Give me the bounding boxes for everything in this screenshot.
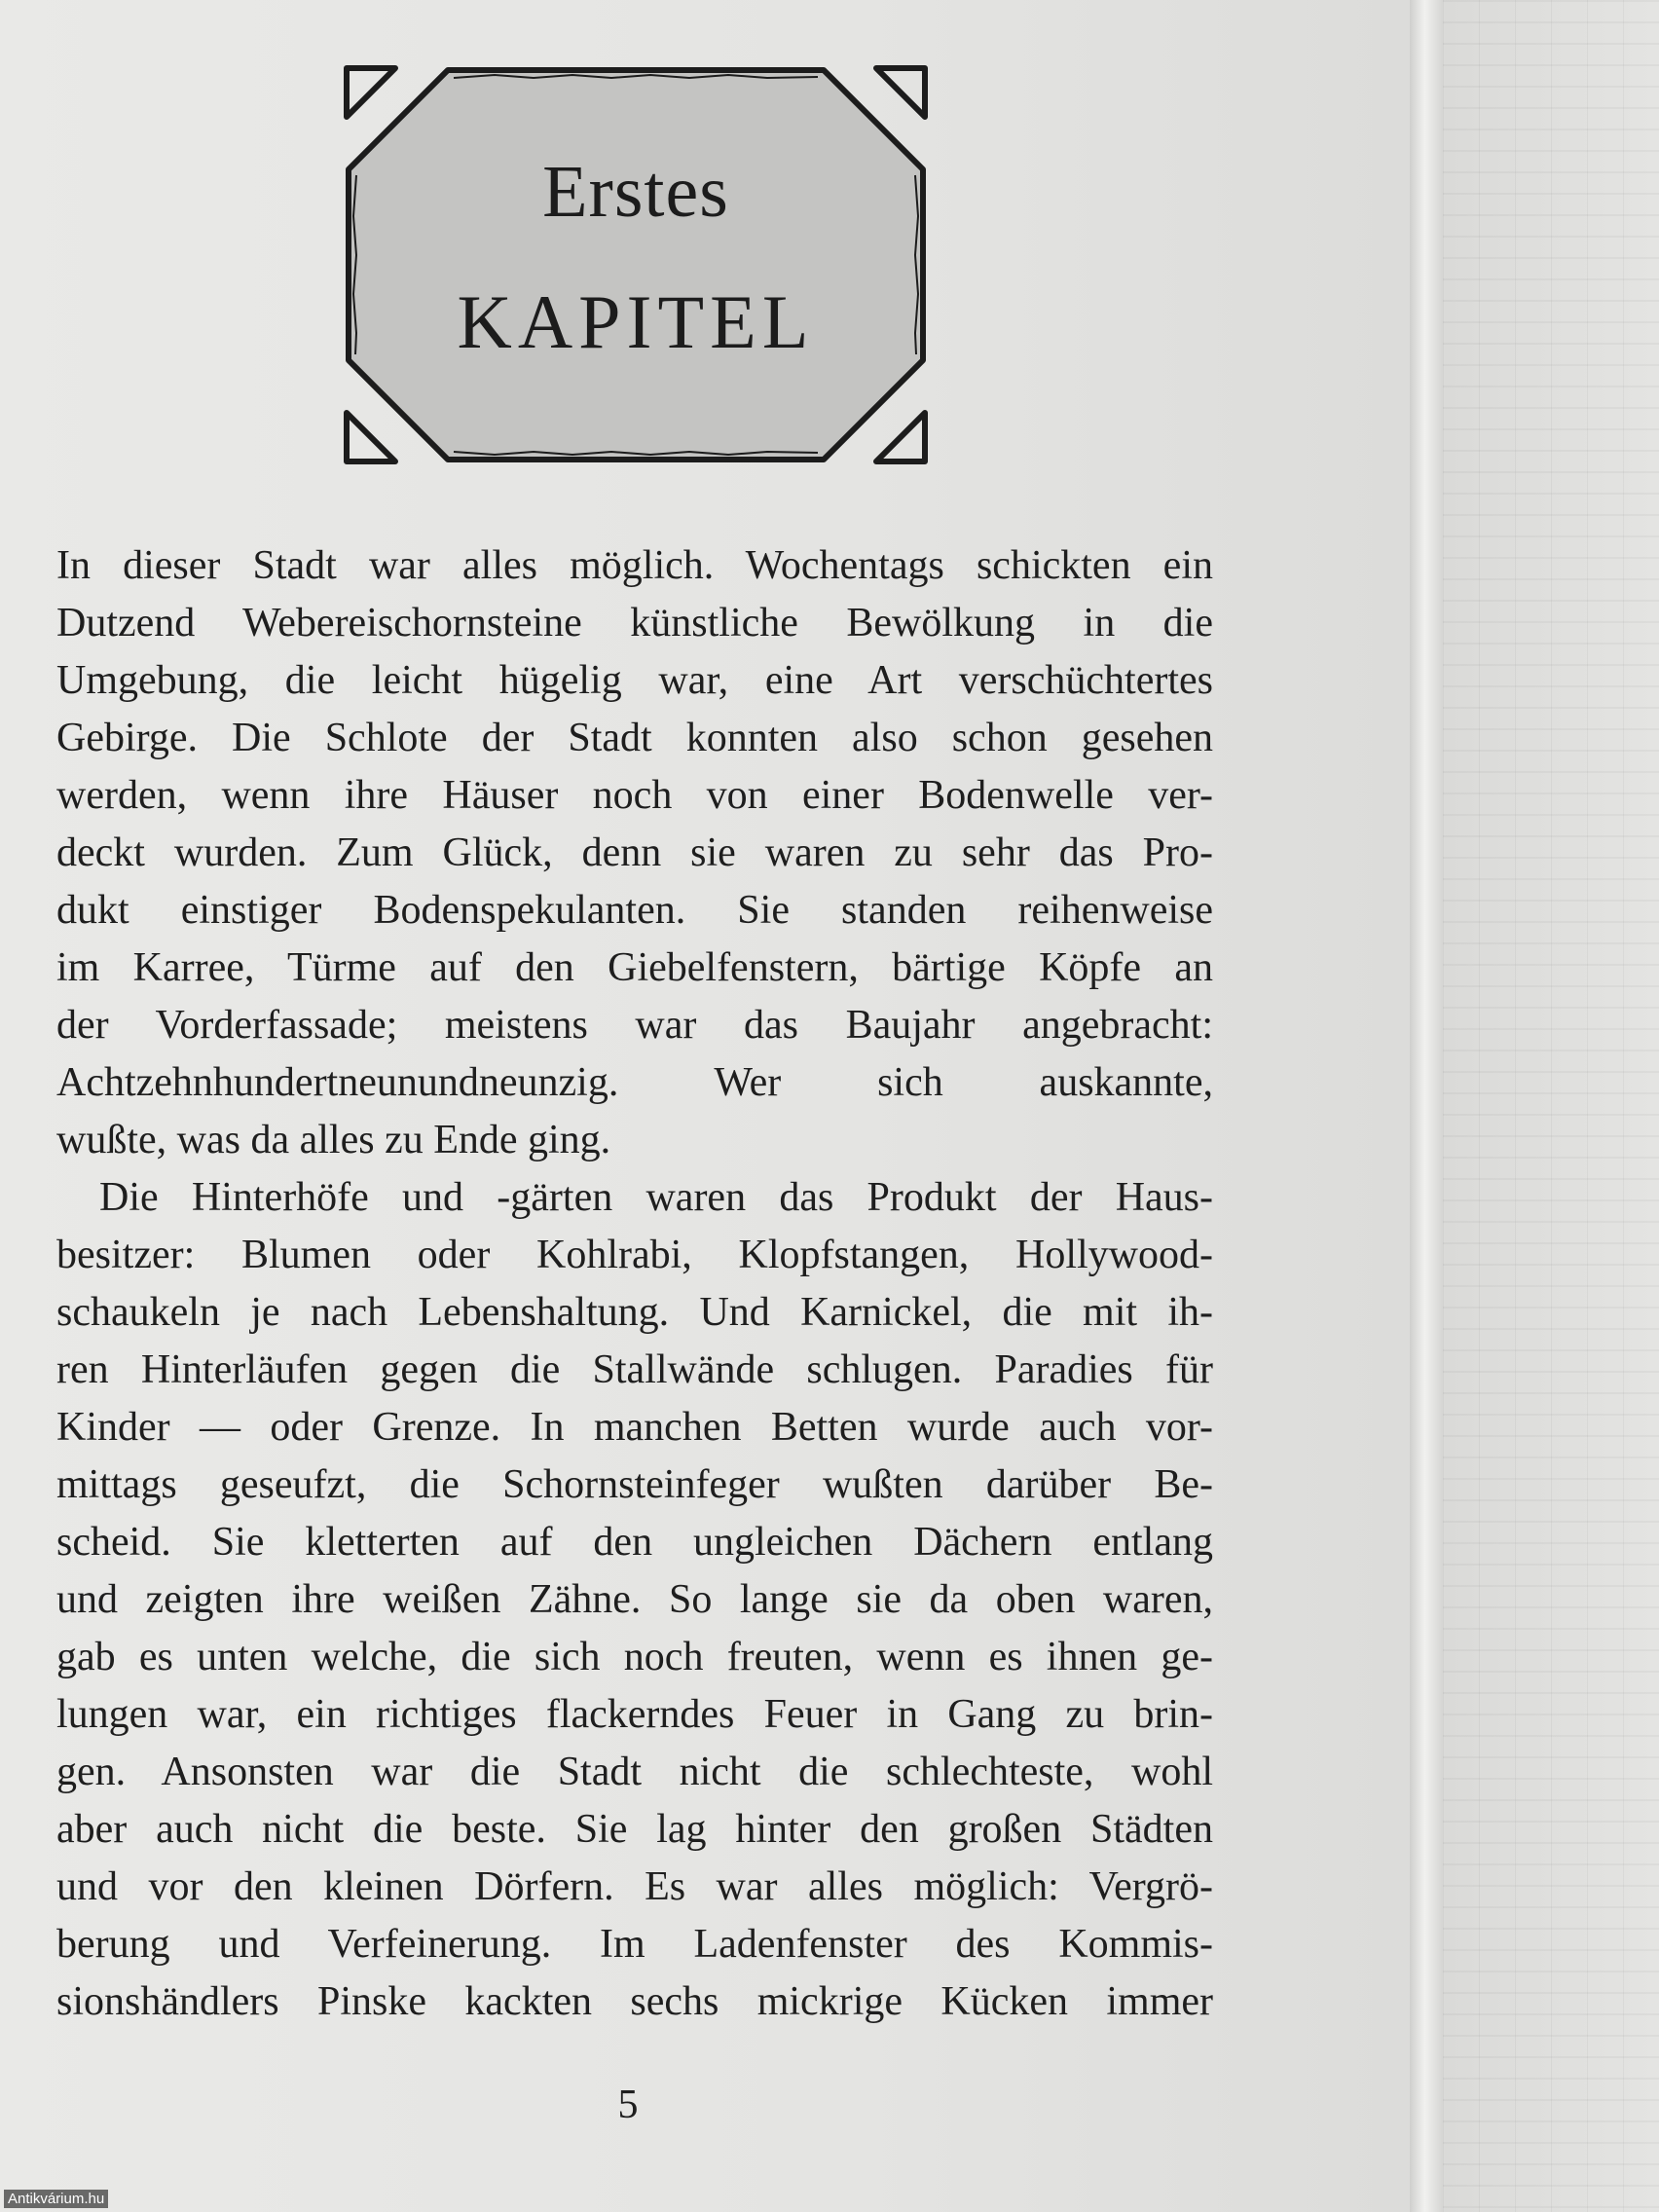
chapter-label: Erstes	[542, 151, 729, 233]
text-line: und vor den kleinen Dörfern. Es war alles möglich: Vergrö-	[56, 1864, 1213, 1909]
ornamental-frame	[339, 60, 933, 469]
watermark: Antikvárium.hu	[4, 2190, 108, 2208]
text-line: gen. Ansonsten war die Stadt nicht die schlechteste, wohl	[56, 1750, 1213, 1794]
text-line: ren Hinterläufen gegen die Stallwände schlugen. Paradies für	[56, 1347, 1213, 1392]
text-line: besitzer: Blumen oder Kohlrabi, Klopfstangen, Hollywood-	[56, 1233, 1213, 1277]
text-line: der Vorderfassade; meistens war das Baujahr angebracht:	[56, 1003, 1213, 1048]
text-line: deckt wurden. Zum Glück, denn sie waren zu sehr das Pro-	[56, 830, 1213, 875]
body-text	[56, 537, 1213, 2031]
text-line: scheid. Sie kletterten auf den ungleichen Dächern entlang	[56, 1520, 1213, 1565]
text-line: werden, wenn ihre Häuser noch von einer Bodenwelle ver-	[56, 773, 1213, 818]
text-line: dukt einstiger Bodenspekulanten. Sie standen reihenweise	[56, 888, 1213, 933]
paragraph	[56, 1169, 1213, 2031]
text-line: Die Hinterhöfe und -gärten waren das Produkt der Haus-	[99, 1175, 1213, 1220]
text-line: schaukeln je nach Lebenshaltung. Und Karnickel, die mit ih-	[56, 1290, 1213, 1335]
text-line: Gebirge. Die Schlote der Stadt konnten also schon gesehen	[56, 716, 1213, 760]
text-line: sionshändlers Pinske kackten sechs mickrige Kücken immer	[56, 1979, 1213, 2024]
text-line: Umgebung, die leicht hügelig war, eine Art verschüchtertes	[56, 658, 1213, 703]
text-line: berung und Verfeinerung. Im Ladenfenster des Kommis-	[56, 1922, 1213, 1967]
book-edge	[1410, 0, 1443, 2212]
chapter-heading-emblem	[339, 60, 933, 469]
page-number: 5	[617, 2083, 639, 2127]
text-line: gab es unten welche, die sich noch freuten, wenn es ihnen ge-	[56, 1635, 1213, 1679]
text-line: Dutzend Webereischornsteine künstliche Bewölkung in die	[56, 601, 1213, 645]
text-line: und zeigten ihre weißen Zähne. So lange sie da oben waren,	[56, 1577, 1213, 1622]
text-line: mittags geseufzt, die Schornsteinfeger wußten darüber Be-	[56, 1462, 1213, 1507]
text-line: lungen war, ein richtiges flackerndes Feuer in Gang zu brin-	[56, 1692, 1213, 1737]
chapter-title: KAPITEL	[457, 279, 815, 364]
text-line: aber auch nicht die beste. Sie lag hinter den großen Städten	[56, 1807, 1213, 1852]
background-surface	[1443, 0, 1659, 2212]
text-line: In dieser Stadt war alles möglich. Wochentags schickten ein	[56, 543, 1213, 588]
text-line: wußte, was da alles zu Ende ging.	[56, 1118, 611, 1162]
text-line: Achtzehnhundertneunundneunzig. Wer sich auskannte,	[56, 1060, 1213, 1105]
text-line: Kinder — oder Grenze. In manchen Betten wurde auch vor-	[56, 1405, 1213, 1450]
paragraph	[56, 537, 1213, 1169]
text-line: im Karree, Türme auf den Giebelfenstern, bärtige Köpfe an	[56, 945, 1213, 990]
